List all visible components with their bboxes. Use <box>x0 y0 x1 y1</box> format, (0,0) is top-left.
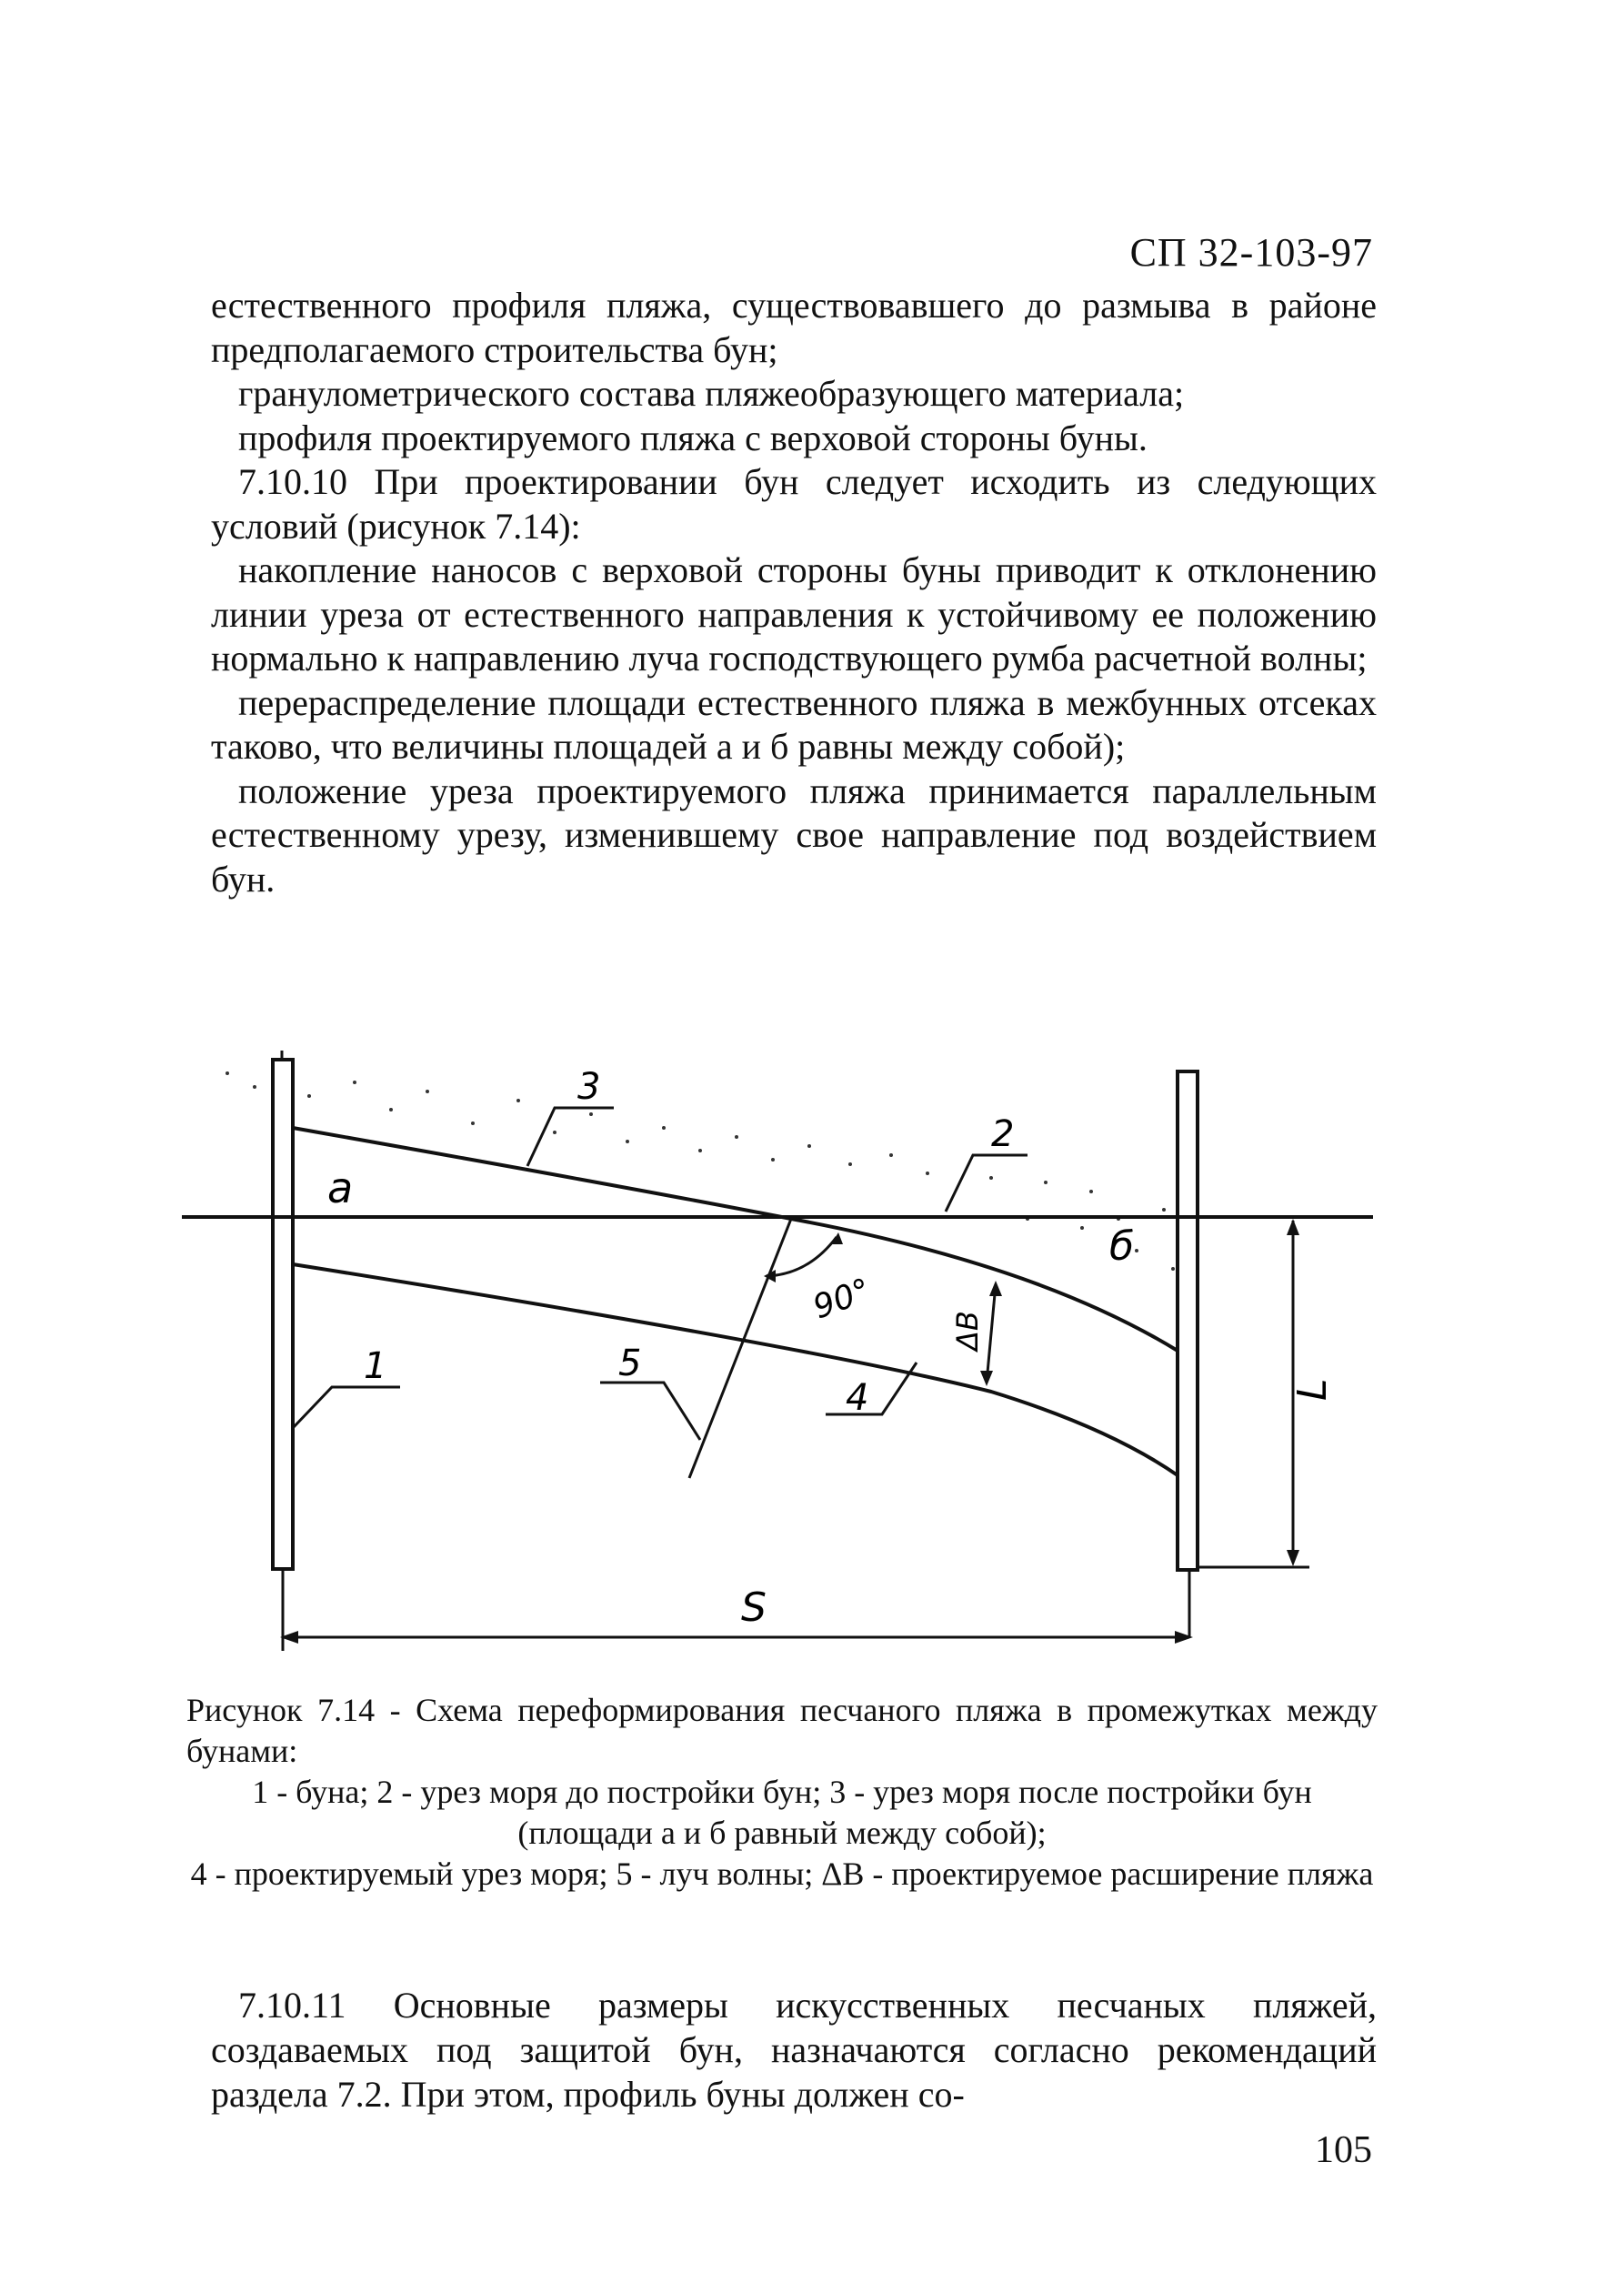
label-area-b: б <box>1109 1223 1135 1270</box>
body-text-top <box>211 284 1377 901</box>
shoreline-designed <box>293 1264 1178 1475</box>
paragraph: гранулометрического состава пляжеобразующего материала; <box>238 373 1185 414</box>
leader-2 <box>946 1155 1028 1212</box>
figure-7-14 <box>173 1046 1382 1683</box>
document-code-header: СП 32-103-97 <box>1129 230 1373 275</box>
label-S: S <box>741 1584 767 1631</box>
label-1: 1 <box>364 1345 387 1387</box>
paragraph: перераспределение площади естественного пляжа в межбунных отсеках таково, что величины площадей а и б равны между собой); <box>211 681 1377 767</box>
caption-legend-2: 4 - проектируемый урез моря; 5 - луч волны; ΔВ - проектируемое расширение пляжа <box>190 1856 1374 1892</box>
caption-title: Рисунок 7.14 - Схема переформирования песчаного пляжа в промежутках между бунами: <box>186 1692 1378 1769</box>
page-number: 105 <box>1315 2129 1372 2171</box>
label-5: 5 <box>618 1343 642 1384</box>
right-angle-arc <box>768 1237 837 1276</box>
leader-1 <box>293 1387 400 1428</box>
label-area-a: а <box>327 1163 354 1212</box>
leader-5 <box>600 1383 700 1440</box>
beach-scheme-diagram <box>173 1046 1382 1683</box>
wave-ray <box>689 1219 791 1478</box>
label-L: L <box>1289 1378 1336 1401</box>
label-3: 3 <box>577 1066 601 1108</box>
paragraph: профиля проектируемого пляжа с верховой стороны буны. <box>238 417 1148 458</box>
label-2: 2 <box>991 1113 1015 1155</box>
delta-b-arrow <box>987 1284 996 1383</box>
body-text-bottom <box>211 1983 1377 2117</box>
shoreline-after <box>293 1128 1178 1351</box>
label-delta-b: ΔВ <box>950 1311 985 1351</box>
caption-legend-1: 1 - буна; 2 - урез моря до постройки бун; 3 - урез моря после постройки бун (площади а и б равный между собой); <box>252 1774 1312 1851</box>
figure-caption <box>186 1690 1378 1895</box>
leader-3 <box>527 1108 614 1166</box>
paragraph: 7.10.10 При проектировании бун следует исходить из следующих условий (рисунок 7.14): <box>211 461 1377 547</box>
paragraph: накопление наносов с верховой стороны буны приводит к отклонению линии уреза от естественного направления к устойчивому ее положению нормально к направлению луча господствующего румба расчетной волны; <box>211 549 1377 679</box>
paragraph: 7.10.11 Основные размеры искусственных песчаных пляжей, создаваемых под защитой бун, назначаются согласно рекомендаций раздела 7.2. При этом, профиль буны должен со- <box>211 1985 1377 2115</box>
paragraph: положение уреза проектируемого пляжа принимается параллельным естественному урезу, изменившему свое направление под воздействием бун. <box>211 769 1377 900</box>
sand-dots <box>226 1070 1184 1271</box>
groin-right <box>1178 1071 1198 1570</box>
paragraph: естественного профиля пляжа, существовавшего до размыва в районе предполагаемого строительства бун; <box>211 285 1377 370</box>
label-4: 4 <box>846 1377 869 1419</box>
groin-left <box>273 1060 293 1569</box>
label-angle: 90° <box>808 1272 877 1327</box>
